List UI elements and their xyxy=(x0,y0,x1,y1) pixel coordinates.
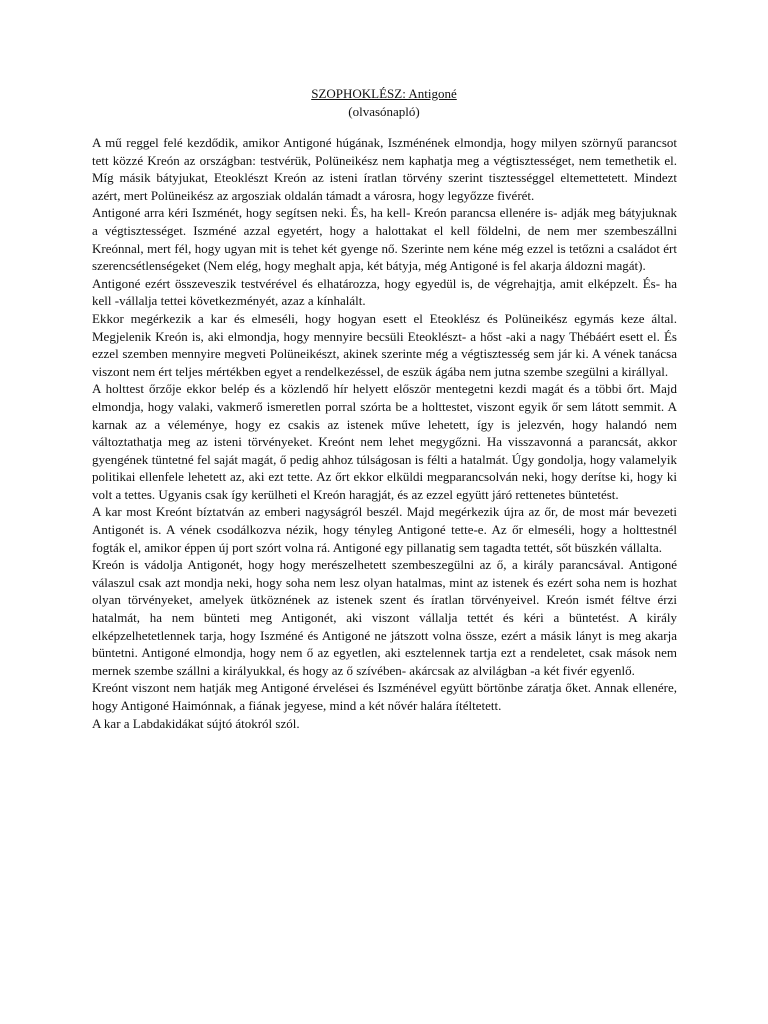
paragraph-4: Ekkor megérkezik a kar és elmeséli, hogy hogyan esett el Eteoklész és Polüneikész egymás keze által. Megjelenik Kreón is, aki elmondja, hogy mennyire becsüli Eteoklészt- a hőst -aki a nagy Thébáért esett el. És ezzel szemben mennyire megveti Polüneikészt, akinek szerinte még a végtisztesség sem jár ki. A vének tanácsa viszont nem ért teljes mértékben egyet a rendelkezéssel, de eszük ágába nem jutna szembe szegülni a királlyal. xyxy=(92,310,677,379)
document-title xyxy=(0,86,768,102)
document-body xyxy=(92,134,677,732)
paragraph-3: Antigoné ezért összeveszik testvérével és elhatározza, hogy egyedül is, de végrehajtja, amit elképzelt. És- ha kell -vállalja tettei következményét, azaz a kínhalált. xyxy=(92,275,677,309)
paragraph-2: Antigoné arra kéri Iszménét, hogy segítsen neki. És, ha kell- Kreón parancsa ellenére is- adják meg bátyjuknak a végtisztességet. Iszméné azzal egyetért, hogy a halottakat el kell földelni, de nem mer szembeszállni Kreónnal, mert fél, hogy ugyan mit is tehet két gyenge nő. Szerinte nem kéne még ezzel is tetőzni a családot ért szerencsétlenségeket (Nem elég, hogy meghalt apja, két bátyja, még Antigoné is fel akarja áldozni magát). xyxy=(92,205,677,274)
paragraph-7: Kreón is vádolja Antigonét, hogy hogy merészelhetett szembeszegülni az ő, a király parancsával. Antigoné válaszul csak azt mondja neki, hogy soha nem lesz olyan hatalmas, mint az istenek és ezért soha nem is hozhat olyan törvényeket, amelyek ütköznének az istenek szent és íratlan törvényeivel. Kreón ismét féltve érzi hatalmát, ha nem bünteti meg Antigonét, aki viszont vállalja tettét és kéri a büntetést. A király elképzelhetetlennek tarja, hogy Iszméné és Antigoné ne játszott volna össze, ezért a másik lányt is meg akarja büntetni. Antigoné elmondja, hogy nem ő az egyetlen, aki esztelennek tartja ezt a rendeletet, csak mások nem mernek szembe szállni a királyukkal, és hogy az ő szívében- akárcsak az alvilágban -a két fivér egyenlő. xyxy=(92,557,677,678)
document-subtitle: (olvasónapló) xyxy=(348,104,420,119)
title-text: SZOPHOKLÉSZ: Antigoné xyxy=(311,86,457,101)
paragraph-1: A mű reggel felé kezdődik, amikor Antigoné húgának, Iszménének elmondja, hogy milyen szörnyű parancsot tett közzé Kreón az országban: testvérük, Polüneikész nem kaphatja meg a végtisztességet, nem temethetik el. Míg másik bátyjukat, Eteoklészt Kreón az isteni íratlan törvény szerint tisztességgel eltemettetett. Mindezt azért, mert Polüneikész az argosziak oldalán támadt a városra, hogy legyőzze fivérét. xyxy=(92,135,677,203)
paragraph-8: Kreónt viszont nem hatják meg Antigoné érvelései és Iszménével együtt börtönbe záratja őket. Annak ellenére, hogy Antigoné Haimónnak, a fiának jegyese, mind a két nővér halára ítéltetett. xyxy=(92,680,677,713)
paragraph-6: A kar most Kreónt bíztatván az emberi nagyságról beszél. Majd megérkezik újra az őr, de most már bevezeti Antigonét is. A vének csodálkozva nézik, hogy tényleg Antigoné tette-e. Az őr elmeséli, hogy a holttestnél fogták el, amikor éppen új port szórt volna rá. Antigoné egy pillanatig sem tagadta tettét, sőt büszkén vállalta. xyxy=(92,504,677,555)
paragraph-9: A kar a Labdakidákat sújtó átokról szól. xyxy=(92,715,300,731)
paragraph-5: A holttest őrzője ekkor belép és a közlendő hír helyett először mentegetni kezdi magát és a többi őrt. Majd elmondja, hogy valaki, vakmerő ismeretlen porral szórta be a holttestet, viszont egyik őr sem látott semmit. A karnak az a véleménye, hogy ez csakis az istenek műve lehetett, így is jelezvén, hogy halandó nem változtathatja meg az isteni törvényeket. Kreónt nem lehet megygőzni. Ha visszavonná a parancsát, akkor gyengének tüntetné fel saját magát, ő pedig ahhoz túlságosan is félti a hatalmát. Úgy gondolja, hogy valamelyik politikai ellenfele lehetett az, aki ezt tette. Az őrt ekkor elküldi megparancsolván neki, hogy derítse ki, hogy ki volt a tettes. Ugyanis csak így kerülheti el Kreón haragját, és az ezzel együtt járó rettenetes büntetést. xyxy=(92,381,677,502)
